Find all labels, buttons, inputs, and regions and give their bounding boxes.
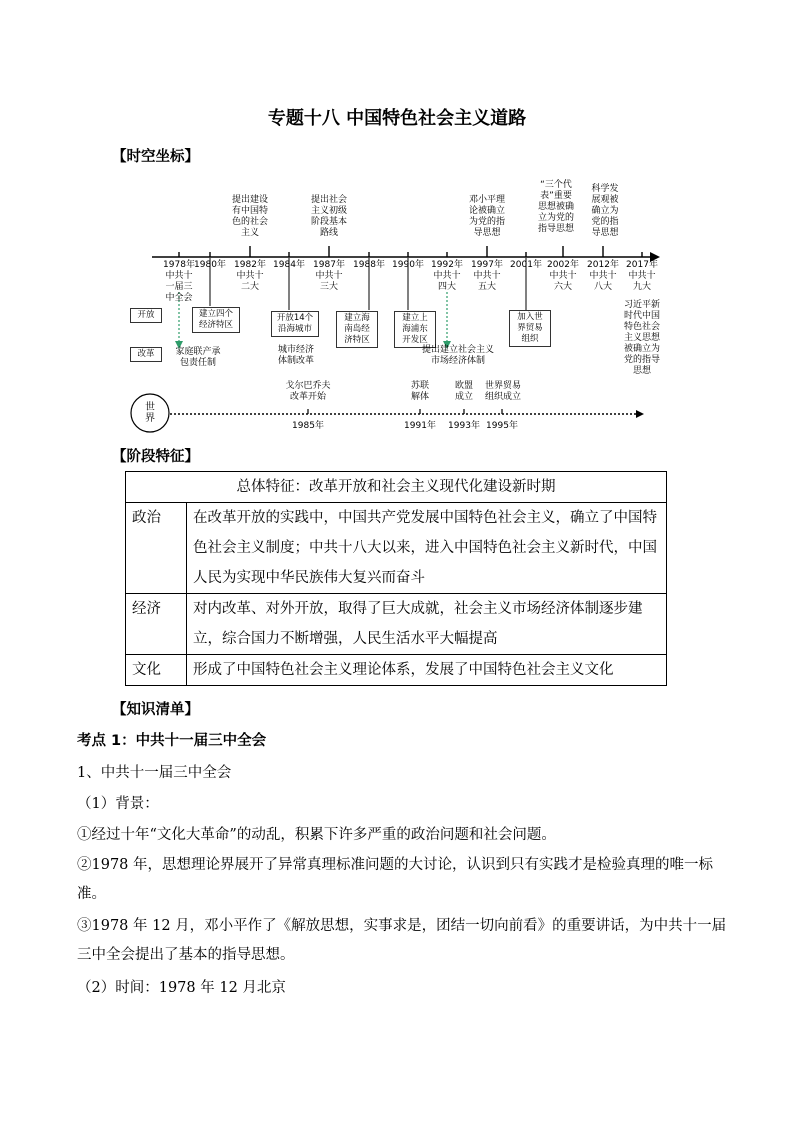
event-scientific-outlook: 科学发 展观被 确立为 党的指 导思想 — [591, 184, 619, 238]
axis-label-2001: 2001年 — [510, 260, 542, 270]
event-primary-stage-line: 提出社会 主义初级 阶段基本 路线 — [310, 195, 347, 238]
world-event-eu: 欧盟 成立 — [454, 381, 473, 402]
box-special-economic-zones: 建立四个 经济特区 — [192, 307, 240, 333]
box-coastal-cities: 开放14个 沿海城市 — [271, 311, 319, 337]
section-header-features: 【阶段特征】 — [112, 449, 199, 465]
row-label-reform: 改革 — [130, 347, 162, 362]
background-label: （1）背景： — [77, 796, 159, 812]
world-year-1991: 1991年 — [404, 421, 436, 431]
row-label-open: 开放 — [130, 308, 162, 323]
background-point-2: ②1978 年，思想理论界展开了异常真理标准问题的大讨论，认识到只有实践才是检验真理的唯一标准。 — [77, 857, 714, 902]
background-point-1: ①经过十年“文化大革命”的动乱，积累下许多严重的政治问题和社会问题。 — [77, 827, 556, 843]
reform-household-responsibility: 家庭联产承 包责任制 — [175, 347, 221, 368]
world-event-ussr-dissolution: 苏联 解体 — [410, 381, 429, 402]
table-row — [126, 472, 667, 503]
axis-label-1982: 1982年 中共十 二大 — [234, 260, 266, 292]
world-label: 世 界 — [145, 402, 155, 424]
event-three-represents: “三个代 表”重要 思想被确 立为党的 指导思想 — [537, 180, 574, 234]
axis-label-1988: 1988年 — [353, 260, 385, 270]
world-year-1985: 1985年 — [292, 421, 324, 431]
feature-text-culture: 形成了中国特色社会主义理论体系，发展了中国特色社会主义文化 — [187, 655, 667, 686]
world-event-wto: 世界贸易 组织成立 — [484, 381, 521, 402]
box-wto: 加入世 界贸易 组织 — [509, 310, 551, 347]
event-deng-theory: 邓小平理 论被确立 为党的指 导思想 — [468, 195, 505, 238]
axis-label-1978: 1978年 中共十 一届三 中全会 — [163, 260, 195, 303]
event-socialism-chinese-characteristics: 提出建设 有中国特 色的社会 主义 — [231, 195, 268, 238]
world-event-gorbachev: 戈尔巴乔夫 改革开始 — [285, 381, 331, 402]
background-point-3: ③1978 年 12 月，邓小平作了《解放思想，实事求是，团结一切向前看》的重要讲话，为中共十一届三中全会提出了基本的指导思想。 — [77, 918, 727, 963]
box-hainan: 建立海 南岛经 济特区 — [336, 311, 378, 348]
world-year-1995: 1995年 — [486, 421, 518, 431]
timeline-figure — [126, 176, 666, 434]
section-header-timeline: 【时空坐标】 — [112, 149, 199, 165]
overall-feature: 总体特征：改革开放和社会主义现代化建设新时期 — [126, 472, 667, 503]
axis-label-1984: 1984年 — [273, 260, 305, 270]
axis-label-1992: 1992年 中共十 四大 — [431, 260, 463, 292]
feature-text-economy: 对内改革、对外开放，取得了巨大成就，社会主义市场经济体制逐步建立，综合国力不断增强，人民生活水平大幅提高 — [187, 594, 667, 655]
reform-urban-economic: 城市经济 体制改革 — [277, 345, 314, 366]
feature-text-politics: 在改革开放的实践中，中国共产党发展中国特色社会主义，确立了中国特色社会主义制度；中共十八大以来，进入中国特色社会主义新时代，中国人民为实现中华民族伟大复兴而奋斗 — [187, 503, 667, 594]
reform-market-economy: 提出建立社会主义 市场经济体制 — [421, 345, 494, 366]
axis-label-1987: 1987年 中共十 三大 — [313, 260, 345, 292]
event-xi-thought: 习近平新 时代中国 特色社会 主义思想 被确立为 党的指导 思想 — [623, 300, 660, 376]
axis-label-1990: 1990年 — [392, 260, 424, 270]
box-pudong: 建立上 海浦东 开发区 — [394, 311, 436, 348]
axis-label-1997: 1997年 中共十 五大 — [471, 260, 503, 292]
time-line: （2）时间：1978 年 12 月北京 — [77, 980, 286, 996]
page-title: 专题十八 中国特色社会主义道路 — [267, 108, 527, 129]
axis-label-2017: 2017年 中共十 九大 — [626, 260, 658, 292]
item-heading: 1、中共十一届三中全会 — [77, 765, 232, 781]
section-header-knowledge: 【知识清单】 — [112, 702, 199, 718]
features-table — [125, 471, 667, 686]
table-row — [126, 655, 667, 686]
point-title: 考点 1：中共十一届三中全会 — [77, 733, 267, 749]
axis-label-2002: 2002年 中共十 六大 — [547, 260, 579, 292]
world-year-1993: 1993年 — [448, 421, 480, 431]
table-row — [126, 503, 667, 594]
feature-label-politics: 政治 — [126, 503, 187, 594]
axis-label-1980: 1980年 — [194, 260, 226, 270]
table-row — [126, 594, 667, 655]
axis-label-2012: 2012年 中共十 八大 — [587, 260, 619, 292]
feature-label-culture: 文化 — [126, 655, 187, 686]
feature-label-economy: 经济 — [126, 594, 187, 655]
